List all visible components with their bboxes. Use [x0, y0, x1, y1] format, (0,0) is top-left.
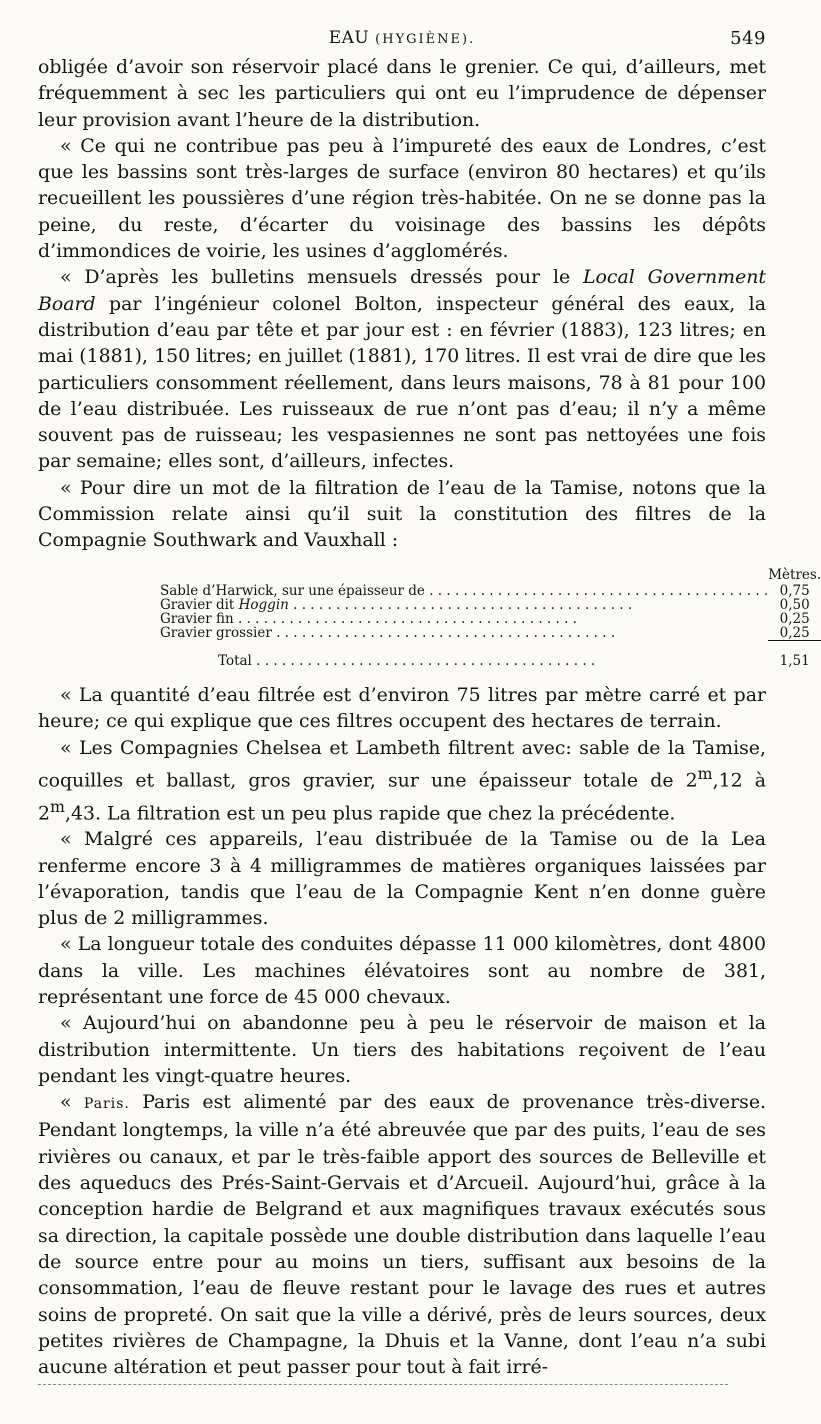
row-label: Sable d’Harwick, sur une épaisseur de . . . . . . . . . . . . . . . . . . . . . . . . . . . . . . . . . . . . . . . .: [160, 582, 769, 599]
row-label: Gravier dit Hoggin . . . . . . . . . . . . . . . . . . . . . . . . . . . . . . . . . . . . . . . .: [160, 596, 633, 613]
table-header-row: [160, 568, 821, 584]
paragraph-chelsea-lambeth: « Les Compagnies Chelsea et Lambeth filtrent avec: sable de la Tamise, coquilles et ballast, gros gravier, sur une épaisseur totale de 2$^m$,12 à 2$^m$,43. La filtration est un peu plus rapide que chez la précédente.: [38, 736, 766, 824]
row-value: 0,75: [779, 582, 810, 599]
paragraph-organic-matter: « Malgré ces appareils, l’eau distribuée de la Tamise ou de la Lea renferme encore 3 à 4 milligrammes de matières organiques laissées par l’évaporation, tandis que l’eau de la Compagnie Kent n’en donne guère plus de 2 milligrammes.: [38, 828, 766, 930]
table-row: [160, 612, 821, 626]
header-title: [38, 28, 766, 48]
row-label: Gravier grossier . . . . . . . . . . . . . . . . . . . . . . . . . . . . . . . . . . . . . . . .: [160, 625, 616, 642]
total-value: 1,51: [768, 640, 821, 668]
row-value: 0,50: [779, 596, 810, 613]
book-page: [38, 24, 821, 1380]
row-value: 0,25: [779, 610, 810, 627]
bolton-text-post: par l’ingénieur colonel Bolton, inspecteur général des eaux, la distribution d’eau par tête et par jour est : en février (1883), 123 litres; en mai (1881), 150 litres; en juillet (1881), 170 litres. Il est vrai de dire que les particuliers consomment réellement, dans leurs maisons, 78 à 81 pour 100 de l’eau distribuée. Les ruisseaux de rue n’ont pas d’eau; il n’y a même souvent pas de ruisseau; les vespasiennes ne sont pas nettoyées une fois par semaine; elles sont, d’ailleurs, infectes.: [38, 292, 766, 473]
bolton-text-pre: « D’après les bulletins mensuels dressés pour le: [60, 266, 584, 289]
page-number: 549: [730, 28, 766, 49]
paris-heading: Paris.: [83, 1096, 130, 1113]
table-row: [160, 598, 821, 612]
total-label: Total . . . . . . . . . . . . . . . . . . . . . . . . . . . . . . . . . . . . . . . .: [218, 653, 596, 670]
paragraph-paris: « Paris. Paris est alimenté par des eaux de provenance très-diverse. Pendant longtemps, la ville n’a été abreuvée que par des puits, l’eau de ses rivières ou canaux, et par le très-faible apport des sources de Belleville et des aqueducs des Prés-Saint-Gervais et d’Arcueil. Aujourd’hui, grâce à la conception hardie de Belgrand et aux magnifiques travaux exécutés sous sa direction, la capitale possède une double distribution dans laquelle l’eau de source entre pour au moins un tiers, suffisant aux besoins de la consommation, l’eau de fleuve restant pour le lavage des rues et autres soins de propreté. On sait que la ville a dérivé, près de leurs sources, deux petites rivières de Champagne, la Dhuis et la Vanne, dont l’eau n’a subi aucune altération et peut passer pour tout à fait irré-: [38, 1091, 767, 1379]
paragraph-london-basins: « Ce qui ne contribue pas peu à l’impureté des eaux de Londres, c’est que les bassins sont très-larges de surface (environ 80 hectares) et qu’ils recueillent les poussières d’une région très-habitée. On ne se donne pas la peine, du reste, d’écarter du voisinage des bassins les dépôts d’immondices de voirie, les usines d’agglomérés.: [38, 134, 766, 263]
header-title-sub: (HYGIÈNE).: [375, 32, 476, 47]
filter-composition-table: [160, 568, 821, 669]
paragraph-conduits: « La longueur totale des conduites dépasse 11 000 kilomètres, dont 4800 dans la ville. Les machines élévatoires sont au nombre de 381, représentant une force de 45 000 chevaux.: [38, 933, 766, 1008]
row-label: Gravier fin . . . . . . . . . . . . . . . . . . . . . . . . . . . . . . . . . . . . . . . .: [160, 610, 577, 627]
table-row: [160, 626, 821, 641]
body-text: [38, 54, 821, 1380]
row-value: 0,25: [779, 624, 810, 641]
header-title-main: EAU: [328, 28, 370, 48]
bolton-board-name: Local Government Board: [38, 266, 767, 315]
unit-header: Mètres.: [768, 566, 821, 583]
paragraph-filtration-intro: « Pour dire un mot de la filtration de l’eau de la Tamise, notons que la Commission relate ainsi qu’il suit la constitution des filtres de la Compagnie Southwark and Vauxhall :: [38, 476, 766, 552]
paragraph-bolton: [38, 264, 766, 474]
table-total-row: [160, 640, 821, 668]
paragraph-filtered-quantity: « La quantité d’eau filtrée est d’environ 75 litres par mètre carré et par heure; ce qui explique que ces filtres occupent des hectares de terrain.: [38, 684, 766, 733]
running-header: [38, 24, 766, 54]
table-row: [160, 584, 821, 598]
paragraph-intermittent: « Aujourd’hui on abandonne peu à peu le réservoir de maison et la distribution intermittente. Un tiers des habitations reçoivent de l’eau pendant les vingt-quatre heures.: [38, 1012, 766, 1087]
paragraph-continuation: obligée d’avoir son réservoir placé dans le grenier. Ce qui, d’ailleurs, met fréquemment à sec les particuliers qui ont eu l’imprudence de dépenser leur provision avant l’heure de la distribution.: [38, 56, 766, 131]
bottom-divider: [38, 1384, 728, 1385]
